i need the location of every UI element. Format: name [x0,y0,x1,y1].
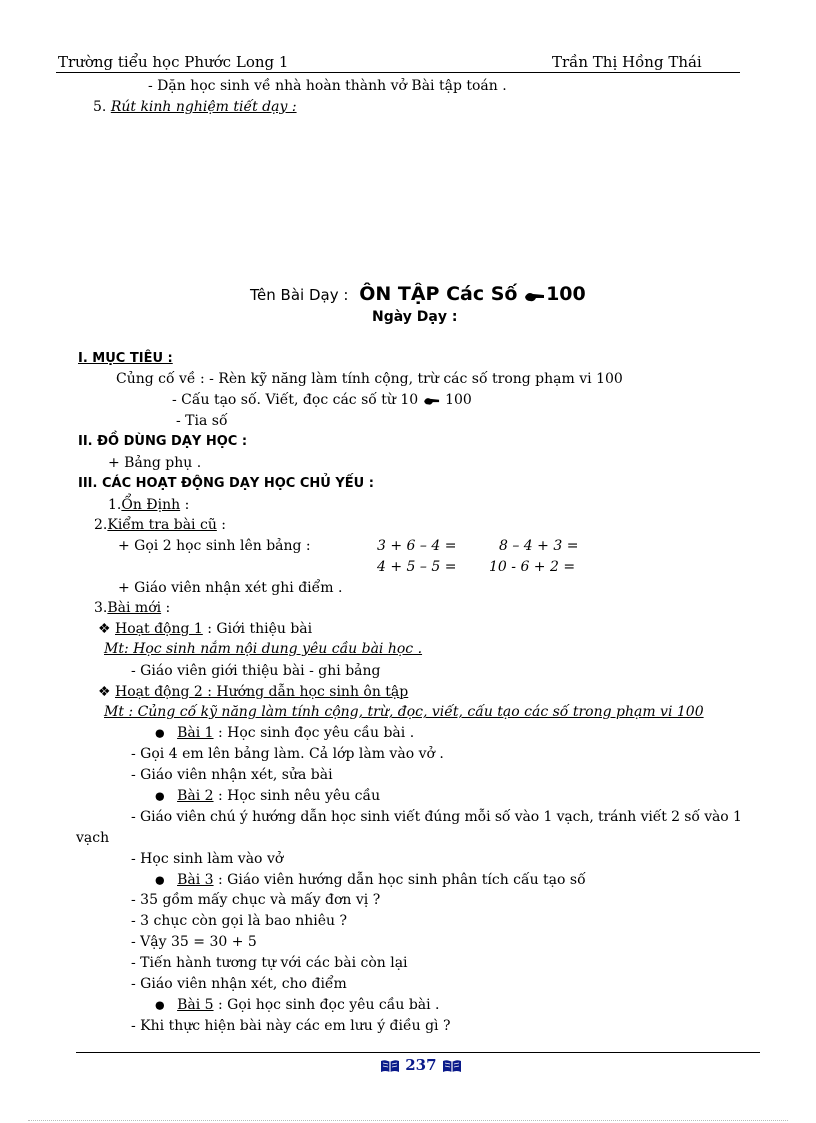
exercise-1-line-1: - Gọi 4 em lên bảng làm. Cả lớp làm vào vở . [131,746,444,762]
expression-2: 8 – 4 + 3 = [499,538,579,554]
exercise-2-line-1-wrap: vạch [76,830,110,846]
exercise-2-line-2: - Học sinh làm vào vở [131,851,284,867]
step-2-tail: : [216,517,227,533]
step-1-tail: : [180,497,190,513]
step-2-label: Kiểm tra bài cũ [107,517,217,533]
activity-1-line: - Giáo viên giới thiệu bài - ghi bảng [131,663,381,679]
bullet-icon: ● [155,998,165,1012]
exercise-3-line-3: - Vậy 35 = 30 + 5 [131,934,257,950]
exercise-3-line-1: - 35 gồm mấy chục và mấy đơn vị ? [131,892,381,908]
hand-pointer-icon [524,289,546,303]
exercise-5 [155,997,440,1013]
exercise-1-tail: : Học sinh đọc yêu cầu bài . [213,725,415,741]
exercise-5-line-1: - Khi thực hiện bài này các em lưu ý điều gì ? [131,1018,451,1034]
page-footer [380,1056,462,1074]
experience-num: 5. [93,99,111,115]
step-2-num: 2. [94,517,108,533]
lesson-title [250,283,586,305]
exercise-1-line-2: - Giáo viên nhận xét, sửa bài [131,767,333,783]
activity-1-goal: Mt: Học sinh nắm nội dung yêu cầu bài học . [104,641,423,657]
grade-text: + Giáo viên nhận xét ghi điểm . [118,580,343,596]
exercise-3-label: Bài 3 [177,872,214,888]
bullet-icon: ● [155,789,165,803]
exercise-5-tail: : Gọi học sinh đọc yêu cầu bài . [213,997,440,1013]
header-rule [56,72,740,73]
activity-2-tail: Hướng dẫn học sinh ôn tập [211,684,409,700]
footer-rule [76,1052,760,1053]
diamond-bullet-icon: ❖ [98,621,111,637]
experience-line [93,99,297,115]
objectives-line-2-end: 100 [440,392,472,408]
exercise-2-label: Bài 2 [177,788,214,804]
objectives-line-3: - Tia số [176,413,228,429]
diamond-bullet-icon: ❖ [98,684,111,700]
header-school: Trường tiểu học Phước Long 1 [58,53,289,71]
objectives-line-2 [172,392,472,408]
bullet-icon: ● [155,873,165,887]
objectives-line-2-text: - Cấu tạo số. Viết, đọc các số từ 10 [172,392,423,408]
title-main: ÔN TẬP Các Số [359,283,525,305]
exercise-5-label: Bài 5 [177,997,214,1013]
activity-2-label: Hoạt động 2 : [115,684,212,700]
bullet-icon: ● [155,726,165,740]
check-text: + Gọi 2 học sinh lên bảng : [118,538,311,554]
expression-4: 10 - 6 + 2 = [489,559,576,575]
objectives-line-1: Củng cố về : - Rèn kỹ năng làm tính cộng, trừ các số trong phạm vi 100 [116,371,623,387]
title-number: 100 [546,283,586,305]
open-book-icon [442,1059,462,1073]
exercise-3-line-5: - Giáo viên nhận xét, cho điểm [131,976,347,992]
step-3-tail: : [161,600,171,616]
materials-line-1: + Bảng phụ . [108,455,202,471]
hand-pointer-icon [423,395,441,406]
expression-1: 3 + 6 – 4 = [377,538,457,554]
step-1-label: Ổn Định [121,497,181,513]
exercise-1 [155,725,414,741]
step-1-num: 1. [108,497,122,513]
exercise-2 [155,788,380,804]
exercise-1-label: Bài 1 [177,725,214,741]
exercise-2-tail: : Học sinh nêu yêu cầu [213,788,381,804]
activity-2-goal: Mt : Củng cố kỹ năng làm tính cộng, trừ, đọc, viết, cấu tạo các số trong phạm vi 100 [104,704,704,720]
step-1 [108,497,189,513]
exercise-3-line-2: - 3 chục còn gọi là bao nhiêu ? [131,913,347,929]
step-3 [94,600,170,616]
section-activities-heading: III. CÁC HOẠT ĐỘNG DẠY HỌC CHỦ YẾU : [78,476,374,491]
exercise-3-tail: : Giáo viên hướng dẫn học sinh phân tích cấu tạo số [213,872,586,888]
page-edge [28,1120,788,1121]
section-objectives-heading: I. MỤC TIÊU : [78,351,173,366]
exercise-3-line-4: - Tiến hành tương tự với các bài còn lại [131,955,408,971]
step-2 [94,517,226,533]
header-teacher: Trần Thị Hồng Thái [552,53,702,71]
step-3-label: Bài mới [107,600,162,616]
section-materials-heading: II. ĐỒ DÙNG DẠY HỌC : [78,434,248,449]
activity-1 [98,621,312,637]
title-label: Tên Bài Dạy : [250,286,349,304]
date-label: Ngày Dạy : [372,309,458,325]
activity-1-tail: : Giới thiệu bài [202,621,313,637]
activity-1-label: Hoạt động 1 [115,621,203,637]
expression-3: 4 + 5 – 5 = [377,559,457,575]
activity-2 [98,684,408,700]
open-book-icon [380,1059,400,1073]
experience-label: Rút kinh nghiệm tiết dạy : [110,99,297,115]
step-3-num: 3. [94,600,108,616]
exercise-3 [155,872,586,888]
homework-line: - Dặn học sinh về nhà hoàn thành vở Bài tập toán . [148,78,507,94]
page-number: 237 [405,1056,437,1074]
exercise-2-line-1: - Giáo viên chú ý hướng dẫn học sinh viết đúng mỗi số vào 1 vạch, tránh viết 2 số vào 1 [131,809,742,825]
